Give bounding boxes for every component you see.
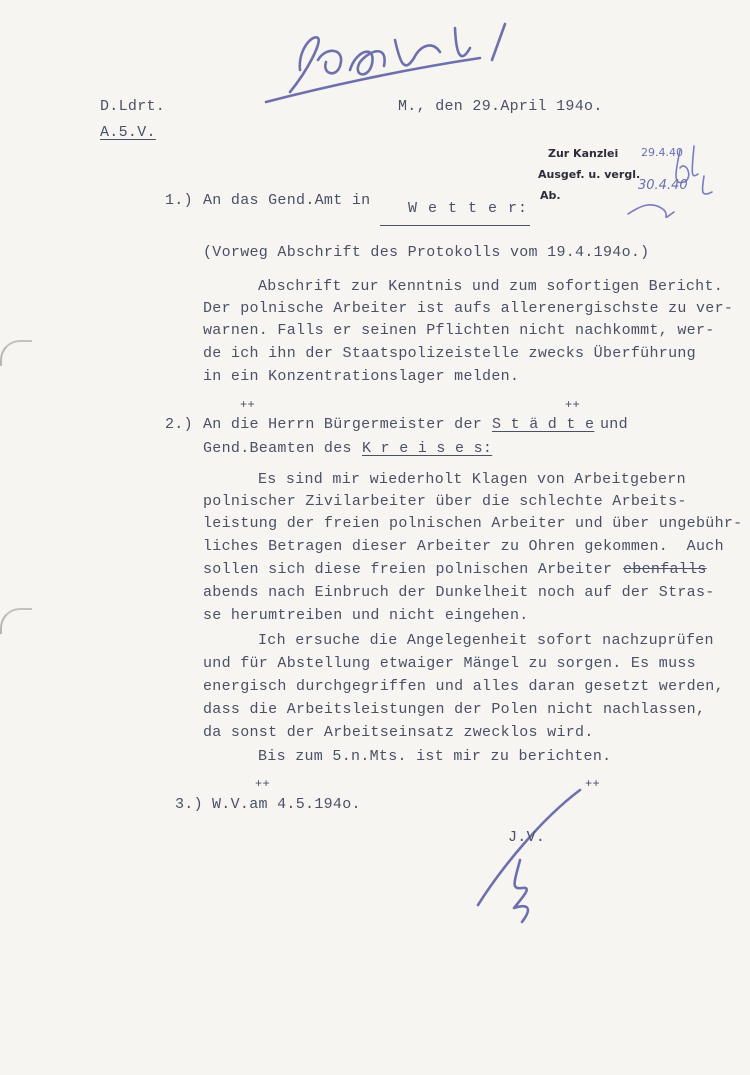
item2-para1-line: abends nach Einbruch der Dunkelheit noch auf der Stras-: [203, 584, 715, 601]
item2-number: 2.): [165, 416, 193, 433]
item2-para1-line: polnischer Zivilarbeiter über die schlechte Arbeits-: [203, 493, 687, 510]
staedte-label: S t ä d t e: [492, 416, 595, 433]
item1-addressee: An das Gend.Amt in: [203, 192, 371, 209]
item2-correction-mark: ++: [240, 398, 256, 412]
item1-para-line: de ich ihn der Staatspolizeistelle zwecks Überführung: [203, 345, 696, 362]
item2-para1-line: leistung der freien polnischen Arbeiter und über ungebühr-: [203, 515, 743, 532]
place-underline: [380, 225, 530, 226]
item1-number: 1.): [165, 192, 193, 209]
item1-place: W e t t e r:: [408, 200, 529, 217]
item1-para-line: warnen. Falls er seinen Pflichten nicht nachkommt, wer-: [203, 322, 715, 339]
item2-para1-line: sollen sich diese freien polnischen Arbeiter: [203, 561, 613, 578]
item2-addressee-b: Gend.Beamten des: [203, 440, 352, 457]
stamp-ink-date1: 29.4.40: [641, 146, 683, 159]
item2-para3: Bis zum 5.n.Mts. ist mir zu berichten.: [258, 748, 612, 765]
item2-para2-line: Ich ersuche die Angelegenheit sofort nachzuprüfen: [258, 632, 714, 649]
item2-para2-line: und für Abstellung etwaiger Mängel zu sorgen. Es muss: [203, 655, 696, 672]
item2-para2-line: energisch durchgegriffen und alles daran gesetzt werden,: [203, 678, 724, 695]
signature-label: J.V.: [508, 829, 546, 846]
item2-para1-line: se herumtreiben und nicht eingehen.: [203, 607, 529, 624]
item2-para1-line: Es sind mir wiederholt Klagen von Arbeitgebern: [258, 471, 686, 488]
kreises-label: K r e i s e s:: [362, 440, 493, 457]
item2-correction-mark: ++: [565, 398, 581, 412]
item2-para1-line: liches Betragen dieser Arbeiter zu Ohren gekommen. Auch: [203, 538, 724, 555]
kanzlei-stamp-line2: Ausgef. u. vergl.: [538, 168, 641, 181]
item3-correction-mark: ++: [255, 777, 271, 791]
item2-addressee-a: An die Herrn Bürgermeister der: [203, 416, 483, 433]
item1-para-line: Der polnische Arbeiter ist aufs allerenergischste zu ver-: [203, 300, 734, 317]
office-label: D.Ldrt.: [100, 98, 166, 115]
item1-note: (Vorweg Abschrift des Protokolls vom 19.4.194o.): [203, 244, 650, 261]
office-reference: A.5.V.: [100, 124, 156, 141]
item3-text: W.V.am 4.5.194o.: [212, 796, 361, 813]
item2-para2-line: dass die Arbeitsleistungen der Polen nicht nachlassen,: [203, 701, 706, 718]
struck-word: ebenfalls: [623, 561, 707, 578]
item1-para-line: Abschrift zur Kenntnis und zum sofortigen Bericht.: [258, 278, 724, 295]
item3-number: 3.): [175, 796, 203, 813]
item2-para2-line: da sonst der Arbeitseinsatz zwecklos wird.: [203, 724, 594, 741]
item3-correction-mark: ++: [585, 777, 601, 791]
and-label: und: [600, 416, 628, 433]
kanzlei-stamp-line3: Ab.: [540, 189, 561, 202]
date-line: M., den 29.April 194o.: [398, 98, 603, 115]
kanzlei-stamp-line1: Zur Kanzlei: [548, 147, 619, 160]
stamp-ink-date2: 30.4.40: [638, 178, 688, 193]
item1-para-line: in ein Konzentrationslager melden.: [203, 368, 520, 385]
